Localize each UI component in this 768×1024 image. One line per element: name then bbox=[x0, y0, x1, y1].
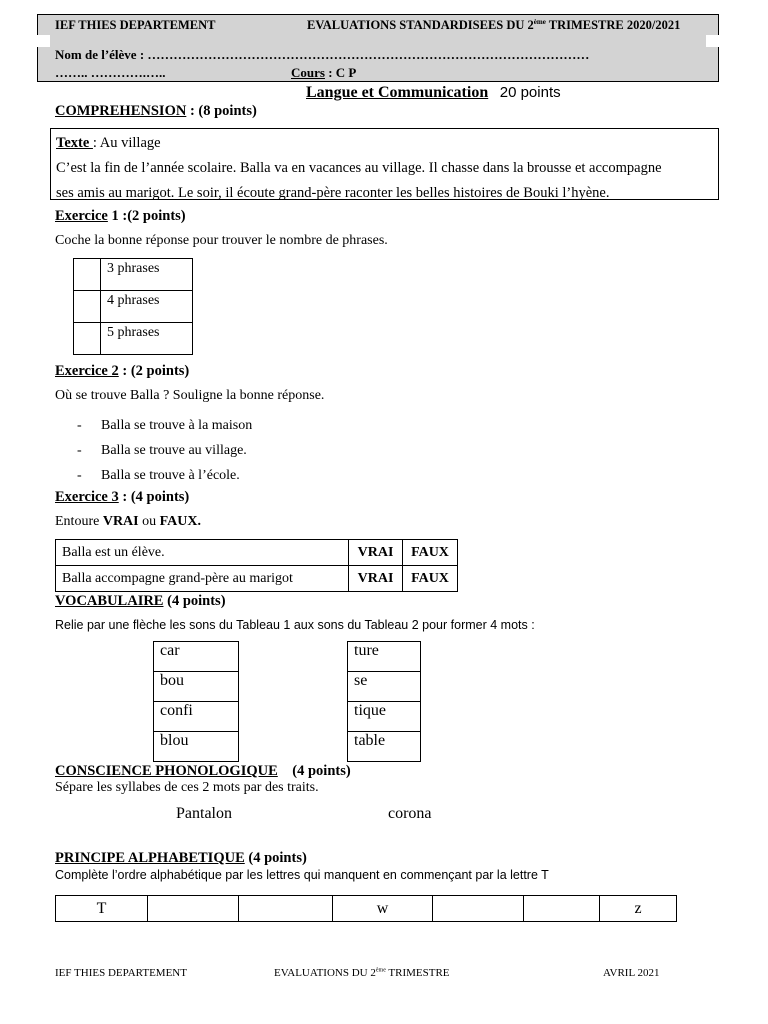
subject-title: Langue et Communication bbox=[306, 84, 489, 101]
table-row bbox=[348, 732, 421, 762]
student-name-line: Nom de l’élève : ………………………………………………………………………………………… bbox=[55, 47, 590, 62]
syllable-cell[interactable]: tique bbox=[348, 702, 421, 732]
vocabulaire-table-2 bbox=[347, 641, 421, 762]
table-row bbox=[154, 732, 239, 762]
syllable-cell[interactable]: car bbox=[154, 642, 239, 672]
text-title: Texte : Au village bbox=[56, 135, 161, 151]
footer-center: EVALUATIONS DU 2ème TRIMESTRE bbox=[274, 967, 450, 979]
student-name-line-2: …….. ………….….. bbox=[55, 65, 166, 80]
table-row bbox=[56, 566, 458, 592]
letter-cell[interactable] bbox=[433, 896, 524, 922]
exercise1-heading: Exercice 1 :(2 points) bbox=[55, 208, 186, 224]
letter-cell[interactable] bbox=[239, 896, 333, 922]
exercise3-instruction: Entoure VRAI ou FAUX. bbox=[55, 514, 201, 529]
table-row bbox=[348, 702, 421, 732]
faux-cell[interactable]: FAUX bbox=[403, 566, 458, 592]
word-pantalon[interactable]: Pantalon bbox=[176, 805, 232, 822]
syllable-cell[interactable]: bou bbox=[154, 672, 239, 702]
vocabulaire-instruction: Relie par une flèche les sons du Tableau 1 aux sons du Tableau 2 pour former 4 mots : bbox=[55, 618, 535, 632]
checkbox-cell[interactable] bbox=[74, 323, 101, 355]
exercise3-heading: Exercice 3 : (4 points) bbox=[55, 489, 190, 505]
checkbox-cell[interactable] bbox=[74, 259, 101, 291]
course-field: Cours : C P bbox=[291, 65, 357, 80]
syllable-cell[interactable]: confi bbox=[154, 702, 239, 732]
syllable-cell[interactable]: blou bbox=[154, 732, 239, 762]
table-row bbox=[348, 672, 421, 702]
exercise2-heading: Exercice 2 : (2 points) bbox=[55, 363, 190, 379]
header-left-title: IEF THIES DEPARTEMENT bbox=[55, 18, 216, 32]
letter-cell[interactable]: w bbox=[333, 896, 433, 922]
vrai-cell[interactable]: VRAI bbox=[349, 566, 403, 592]
exercise3-table bbox=[55, 539, 458, 592]
vocabulaire-heading: VOCABULAIRE (4 points) bbox=[55, 593, 226, 609]
table-row bbox=[74, 323, 193, 355]
word-corona[interactable]: corona bbox=[388, 805, 432, 822]
exercise1-table bbox=[73, 258, 193, 355]
list-item[interactable]: - Balla se trouve à la maison bbox=[77, 418, 253, 433]
conscience-heading: CONSCIENCE PHONOLOGIQUE (4 points) bbox=[55, 763, 351, 779]
statement-cell: Balla est un élève. bbox=[56, 540, 349, 566]
alphabet-heading: PRINCIPE ALPHABETIQUE (4 points) bbox=[55, 850, 307, 866]
header-right-tab bbox=[706, 35, 719, 47]
table-row bbox=[56, 540, 458, 566]
table-row bbox=[74, 259, 193, 291]
option-cell: 3 phrases bbox=[101, 259, 193, 291]
alphabet-table bbox=[55, 895, 677, 922]
letter-cell[interactable] bbox=[148, 896, 239, 922]
subject-points: 20 points bbox=[499, 84, 561, 101]
list-item[interactable]: - Balla se trouve à l’école. bbox=[77, 468, 240, 483]
text-line-2: ses amis au marigot. Le soir, il écoute grand-père raconter les belles histoires de Bouki l’hyène. bbox=[56, 185, 610, 201]
table-row bbox=[56, 896, 677, 922]
table-row bbox=[154, 642, 239, 672]
table-row bbox=[348, 642, 421, 672]
footer-right: AVRIL 2021 bbox=[603, 967, 660, 979]
exercise1-instruction: Coche la bonne réponse pour trouver le nombre de phrases. bbox=[55, 233, 388, 248]
exercise2-instruction: Où se trouve Balla ? Souligne la bonne réponse. bbox=[55, 388, 325, 403]
list-item[interactable]: - Balla se trouve au village. bbox=[77, 443, 247, 458]
footer-left: IEF THIES DEPARTEMENT bbox=[55, 967, 187, 979]
syllable-cell[interactable]: se bbox=[348, 672, 421, 702]
comprehension-heading: COMPREHENSION : (8 points) bbox=[55, 103, 257, 119]
letter-cell[interactable]: T bbox=[56, 896, 148, 922]
comprehension-text-box bbox=[50, 128, 719, 200]
header-right-title: EVALUATIONS STANDARDISEES DU 2ème TRIMESTRE 2020/2021 bbox=[307, 18, 681, 33]
syllable-cell[interactable]: ture bbox=[348, 642, 421, 672]
alphabet-instruction: Complète l’ordre alphabétique par les lettres qui manquent en commençant par la lettre T bbox=[55, 868, 549, 882]
statement-cell: Balla accompagne grand-père au marigot bbox=[56, 566, 349, 592]
letter-cell[interactable] bbox=[524, 896, 600, 922]
exercise2-options bbox=[77, 413, 252, 488]
text-line-1: C’est la fin de l’année scolaire. Balla va en vacances au village. Il chasse dans la brousse et accompagne bbox=[56, 160, 662, 176]
syllable-cell[interactable]: table bbox=[348, 732, 421, 762]
subject-title-line bbox=[306, 84, 561, 102]
letter-cell[interactable]: z bbox=[600, 896, 677, 922]
conscience-instruction: Sépare les syllabes de ces 2 mots par des traits. bbox=[55, 780, 319, 795]
table-row bbox=[154, 702, 239, 732]
vrai-cell[interactable]: VRAI bbox=[349, 540, 403, 566]
checkbox-cell[interactable] bbox=[74, 291, 101, 323]
option-cell: 4 phrases bbox=[101, 291, 193, 323]
faux-cell[interactable]: FAUX bbox=[403, 540, 458, 566]
table-row bbox=[74, 291, 193, 323]
header-left-tab bbox=[37, 35, 50, 47]
vocabulaire-table-1 bbox=[153, 641, 239, 762]
table-row bbox=[154, 672, 239, 702]
option-cell: 5 phrases bbox=[101, 323, 193, 355]
